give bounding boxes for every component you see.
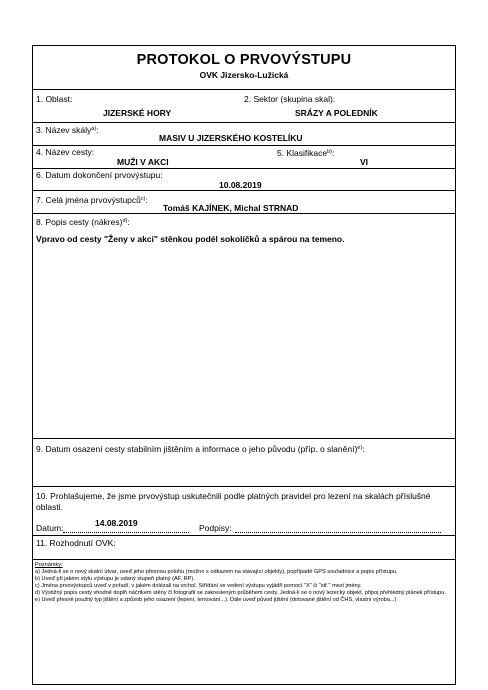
notes-block: [35, 562, 455, 605]
header-section: [33, 46, 455, 90]
row-completion-date: [33, 169, 455, 191]
klasifikace-value[interactable]: VI: [360, 157, 369, 167]
oblast-label: 1. Oblast:: [36, 94, 73, 104]
notes-heading: Poznámky:: [35, 562, 63, 568]
sektor-label: 2. Sektor (skupina skal):: [244, 94, 336, 104]
row-ovk-decision: [33, 536, 455, 560]
oblast-value[interactable]: JIZERSKÉ HORY: [103, 108, 172, 118]
row-rock-name: [33, 123, 455, 146]
sektor-value[interactable]: SRÁZY A POLEDNÍK: [295, 108, 378, 118]
note-d: d) Výstižný popis cesty vhodně doplň náčrtkem stěny či fotografií se zakresleným průběhem cesty. Jedná-li se o nový lezecký objekt, připoj přehledný plánek přístupu.: [35, 590, 446, 597]
form-subtitle: OVK Jizersko-Lužická: [199, 70, 289, 80]
row-route-description: [33, 214, 455, 439]
row-area-sector: [33, 90, 455, 123]
cesta-value[interactable]: MUŽI V AKCI: [117, 157, 169, 167]
skala-value[interactable]: MASIV U JIZERSKÉHO KOSTELÍKU: [159, 133, 303, 143]
row-declaration: [33, 487, 455, 536]
note-b: b) Uveď při jakém stylu výstupu je udaný stupeň platný (AF, RP).: [35, 576, 195, 583]
podpisy-underline[interactable]: [235, 532, 441, 533]
notes-section: [33, 560, 455, 684]
podpis-datum-label: Datum:: [36, 523, 64, 533]
row-bolting-info: [33, 439, 455, 487]
jmena-value[interactable]: Tomáš KAJÍNEK, Michal STRNAD: [163, 203, 299, 213]
podpisy-label: Podpisy:: [199, 523, 232, 533]
popis-value[interactable]: Vpravo od cesty "Ženy v akci" stěnkou podél sokolíčků a spárou na temeno.: [36, 234, 345, 244]
klasifikace-label: 5. Klasifikace$^{b)}$:: [277, 148, 335, 158]
jmena-label: 7. Celá jména prvovýstupců$^{c)}$:: [36, 195, 148, 205]
cesta-label: 4. Název cesty:: [36, 147, 95, 157]
prohlaseni-text: 10. Prohlašujeme, že jsme prvovýstup uskutečnili podle platných pravidel pro lezení na skalách příslušné oblasti.: [36, 491, 431, 512]
datum-value[interactable]: 10.08.2019: [219, 180, 262, 190]
podpis-datum-value[interactable]: 14.08.2019: [95, 518, 138, 528]
note-c: c) Jména prvovýstupců uveď v pořadí, v jakém dolézali na vrchol. Střídání ve vedení výstupu vyjádři pomocí "X" či "stř." mezi jmény.: [35, 583, 362, 590]
protocol-form: [32, 45, 456, 685]
popis-label: 8. Popis cesty (nákres)$^{d)}$:: [36, 217, 130, 227]
note-a: a) Jedná-li se o nový skalní útvar, uveď jeho přesnou polohu (možno s odkazem na stávající objekty), popřípadě GPS souřadnice a popis přístupu.: [35, 569, 398, 576]
row-route-grade: [33, 146, 455, 169]
osazeni-label: 9. Datum osazení cesty stabilním jištěním a informace o jeho původu (příp. o slanění)$^{e)}$:: [36, 444, 365, 454]
datum-underline: [63, 532, 189, 533]
skala-label: 3. Název skály$^{a)}$:: [36, 125, 99, 135]
row-climbers: [33, 191, 455, 214]
ovk-label: 11. Rozhodnutí OVK:: [36, 538, 116, 548]
note-e: e) Uveď přesně použitý typ jištění a způsob jeho osazení (lepení, temování...). Dále uveď původ jištění (dotované jištění od ČHS, vlastní výroba...): [35, 597, 397, 604]
datum-label: 6. Datum dokončení prvovýstupu:: [36, 170, 163, 180]
form-title: PROTOKOL O PRVOVÝSTUPU: [136, 52, 352, 68]
